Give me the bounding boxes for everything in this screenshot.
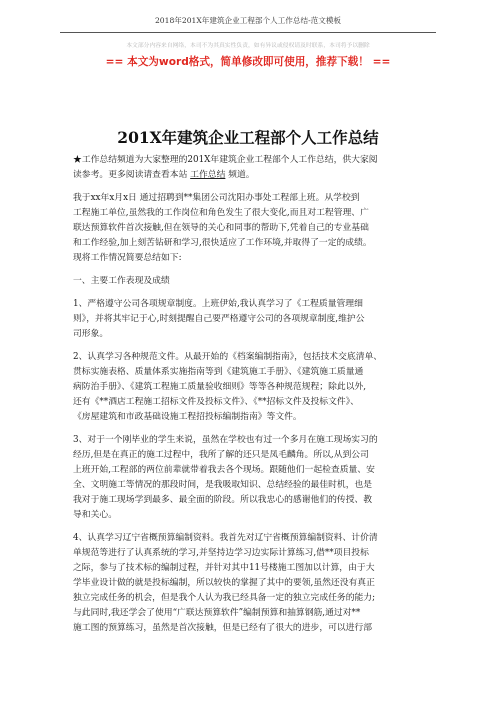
paragraph-line: 1、严格遵守公司各项规章制度。上班伊始,我认真学习了《工程质量管理细 [73,299,363,309]
paragraph-line: 则》，并将其牢记于心,时刻提醒自己要严格遵守公司的各项规章制度,维护公 [73,314,365,324]
body-paragraph [73,191,433,266]
paragraph-line: 《房屋建筑和市政基础设施工程招投标编制指南》等文件。 [73,412,302,422]
paragraph-line: 经历,但是在真正的施工过程中，我所了解的还只是凤毛麟角。所以,从到公司 [73,450,369,460]
star-icon: ★ [73,155,82,165]
paragraph-line: 工程施工单位,虽然我的工作岗位和角色发生了很大变化,而且对工程管理、广 [73,208,369,218]
paragraph-line: 施工图的预算练习，虽然是首次接触，但是已经有了很大的进步，可以进行部 [73,623,373,633]
paragraph-line: 还有《**酒店工程施工招标文件及投标文件》、《**招标文件及投标文件》、 [73,397,359,407]
paragraph-line: 全、文明施工等情况的那段时间，是我吸取知识、总结经验的最佳时机，也是 [73,480,373,490]
paragraph-line: 联达预算软件首次接触,但在领导的关心和同事的帮助下,凭着自己的专业基础 [73,223,369,233]
paragraph-line: 2、认真学习各种规范文件。从最开始的《档案编制指南》，包括技术交底清单、 [73,352,383,362]
paragraph-line: 和工作经验,加上刻苦钻研和学习,很快适应了工作环境,并取得了一定的成绩。 [73,238,372,248]
paragraph-line: 3、对于一个刚毕业的学生来说，虽然在学校也有过一个多月在施工现场实习的 [73,435,378,445]
promo-banner [96,55,400,69]
paragraph-line: 贯标实施表格、质量体系实施指南等到《建筑施工手册》、《建筑施工质量通 [73,367,364,377]
paragraph-line: 司形象。 [73,329,109,339]
paragraph-line: 现将工作情况简要总结如下: [73,253,182,263]
paragraph-line: 独立完成任务的机会，但是我个人认为我已经具备一定的独立完成任务的能力; [73,593,376,603]
paragraph-line: 4、认真学习辽宁省概预算编制资料。我首先对辽宁省概预算编制资料、计价清 [73,533,378,543]
body-paragraph [73,350,433,425]
intro-line: 读参考。更多阅读请查看本站 工作总结 频道。 [73,170,255,180]
paragraph-line: 学毕业设计做的就是投标编制，所以较快的掌握了其中的要领,虽然还没有真正 [73,578,375,588]
paragraph-line: 单规范等进行了认真系统的学习,并坚持边学习边实际计算练习,借**项目投标 [73,548,369,558]
paragraph-line: 病防治手册》、《建筑工程施工质量验收细则》等等各种规范规程；除此以外, [73,382,367,392]
body-paragraph [73,531,433,636]
intro-line: ★工作总结频道为大家整理的201X年建筑企业工程部个人工作总结，供大家阅 [73,155,378,165]
work-summary-link[interactable]: 工作总结 [190,170,226,180]
paragraph-line: 上班开始,工程部的两位前辈就带着我去各个现场。跟随他们一起检查质量、安 [73,465,375,475]
document-body [73,153,433,636]
intro-paragraph [73,153,433,183]
banner-left-mark: == [105,56,124,68]
body-paragraph [73,433,433,523]
paragraph-line: 我对于施工现场学到最多、最全面的阶段。所以我忠心的感谢他们的传授、教 [73,495,373,505]
paragraph-line: 导和关心。 [73,510,117,520]
body-paragraphs [73,191,433,636]
banner-right-mark: == [372,56,391,68]
body-paragraph [73,297,433,342]
banner-text: 本文为word格式，简单修改即可使用，推荐下载！ [127,56,369,68]
document-title: 201X年建筑企业工程部个人工作总结 [117,128,379,147]
header-divider [60,32,436,33]
paragraph-line: 与此同时,我还学会了使用“广联达预算软件”编制预算和抽算钢筋,通过对** [73,608,361,618]
paragraph-line: 我于xx年x月x日 通过招聘到**集团公司沈阳办事处工程部上班。从学校到 [73,193,360,203]
paragraph-line: 一、主要工作表现及成绩 [73,276,170,286]
disclaimer-text: 本文部分内容来自网络，本司不为其真实性负责，如有异议或侵权请及时联系，本司将予以删除 [126,43,370,49]
paragraph-line: 之际，参与了技术标的编制过程，并针对其中11号楼施工图加以计算，由于大 [73,563,375,573]
page-header-title: 2018年201X年建筑企业工程部个人工作总结-范文模板 [154,16,342,25]
section-heading [73,274,433,289]
